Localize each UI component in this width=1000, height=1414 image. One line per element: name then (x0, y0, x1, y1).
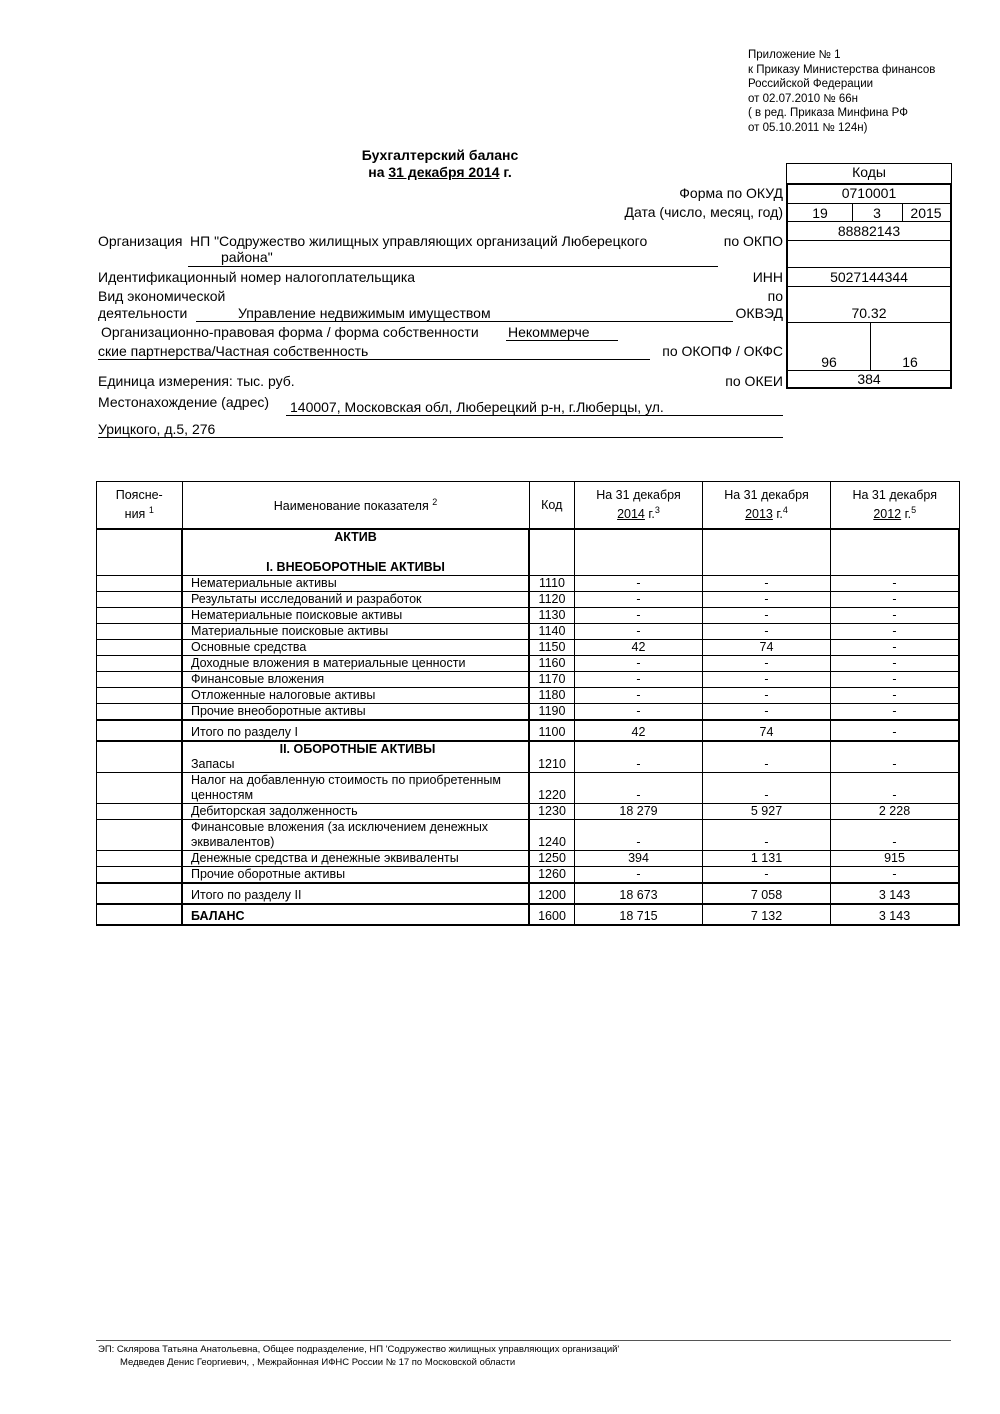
row-explanation (97, 576, 183, 592)
header-indicator-name (182, 482, 529, 530)
row-value-2014: - (575, 867, 703, 884)
row-indicator-name: Итого по разделу II (182, 883, 529, 904)
row-value-2012: - (831, 656, 960, 672)
footer-line-1: ЭП: Склярова Татьяна Анатольевна, Общее подразделение, НП 'Содружество жилищных управляющих организаций' (98, 1344, 620, 1355)
okpo-value: 88882143 (837, 223, 901, 239)
row-explanation (97, 624, 183, 640)
row-code: 1230 (529, 804, 575, 820)
okved-value: 70.32 (851, 305, 887, 321)
appendix-line: ( в ред. Приказа Минфина РФ (748, 107, 908, 119)
header-expl-line-2: ния (124, 507, 146, 522)
table-row (97, 867, 960, 884)
address-line-2: Урицкого, д.5, 276 (98, 421, 216, 437)
row-value-2014: - (575, 576, 703, 592)
row-code: 1120 (529, 592, 575, 608)
row-code: 1190 (529, 704, 575, 721)
row-value-2012: - (831, 608, 960, 624)
okopf-value: 96 (821, 354, 837, 370)
row-value-2013: 1 131 (703, 851, 831, 867)
table-row (97, 688, 960, 704)
codes-box (786, 163, 952, 389)
row-indicator-name: Результаты исследований и разработок (182, 592, 529, 608)
table-row (97, 883, 960, 904)
row-value-2012: - (831, 640, 960, 656)
row-value-2013: - (703, 773, 831, 804)
table-row (97, 656, 960, 672)
okved-label-1: по (767, 288, 783, 304)
table-row (97, 672, 960, 688)
header-col2-year: 2013 (745, 507, 773, 522)
okud-value: 0710001 (841, 185, 897, 201)
activity-value: Управление недвижимым имуществом (238, 305, 491, 321)
row-explanation (97, 656, 183, 672)
row-indicator-name: Итого по разделу I (182, 720, 529, 741)
row-code: 1250 (529, 851, 575, 867)
org-name-line-1: НП "Содружество жилищных управляющих организаций Люберецкого (190, 233, 648, 249)
address-underline-1 (286, 415, 783, 416)
row-explanation (97, 592, 183, 608)
table-row (97, 820, 960, 851)
header-col3-text: На 31 декабря (852, 487, 937, 502)
header-col-2013 (703, 482, 831, 530)
row-value-2013: 7 058 (703, 883, 831, 904)
row-value-2013: - (703, 741, 831, 773)
table-row (97, 608, 960, 624)
date-label: Дата (число, месяц, год) (624, 204, 783, 220)
header-col2-text: На 31 декабря (724, 487, 809, 502)
row-value-2012: 2 228 (831, 804, 960, 820)
row-indicator-name (182, 741, 529, 773)
date-month: 3 (873, 205, 881, 221)
row-value-2012: 3 143 (831, 904, 960, 925)
row-value-2012: - (831, 773, 960, 804)
section-heading (182, 529, 529, 576)
activity-underline (196, 321, 733, 322)
row-value-2012: - (831, 720, 960, 741)
table-row (97, 592, 960, 608)
row-value-2012: - (831, 741, 960, 773)
section-heading-row (97, 529, 960, 576)
header-col3-sup: 5 (911, 504, 917, 515)
address-underline-2 (98, 437, 783, 438)
row-indicator-name: Основные средства (182, 640, 529, 656)
row-code: 1170 (529, 672, 575, 688)
activity-label-1: Вид экономической (98, 288, 226, 304)
header-name-sup: 2 (432, 497, 438, 508)
signature-footer (98, 1343, 619, 1369)
legal-form-underline-2 (98, 359, 650, 360)
footer-divider (96, 1340, 951, 1341)
appendix-note (748, 48, 935, 135)
row-value-2013: - (703, 656, 831, 672)
inn-value: 5027144344 (830, 269, 908, 285)
row-value-2012: - (831, 688, 960, 704)
okfs-value: 16 (902, 354, 918, 370)
section-1-title: I. ВНЕОБОРОТНЫЕ АКТИВЫ (266, 560, 445, 574)
okei-value: 384 (857, 371, 881, 387)
row-indicator-name: Прочие оборотные активы (182, 867, 529, 884)
row-value-2013: - (703, 592, 831, 608)
okud-label: Форма по ОКУД (679, 185, 783, 201)
row-value-2014: - (575, 688, 703, 704)
inn-label: Идентификационный номер налогоплательщика (98, 269, 416, 285)
row-indicator-name: Материальные поисковые активы (182, 624, 529, 640)
appendix-line: Российской Федерации (748, 78, 874, 90)
row-value-2012: - (831, 576, 960, 592)
row-code: 1160 (529, 656, 575, 672)
row-explanation (97, 820, 183, 851)
row-value-2013: 74 (703, 720, 831, 741)
date-day: 19 (812, 205, 828, 221)
row-value-2012: - (831, 592, 960, 608)
okei-label: по ОКЕИ (725, 373, 783, 389)
row-value-2012: - (831, 672, 960, 688)
footer-line-2: Медведев Денис Георгиевич, , Межрайонная ИФНС России № 17 по Московской области (120, 1357, 516, 1368)
row-value-2014: - (575, 704, 703, 721)
appendix-line: от 02.07.2010 № 66н (748, 92, 859, 105)
row-value-2013: - (703, 867, 831, 884)
address-line-1: 140007, Московская обл, Люберецкий р-н, г.Люберцы, ул. (290, 399, 664, 415)
row-explanation (97, 688, 183, 704)
row-value-2012: - (831, 624, 960, 640)
balance-table (96, 481, 960, 926)
row-value-2013: - (703, 820, 831, 851)
row-indicator-name: Налог на добавленную стоимость по приобретенным ценностям (182, 773, 529, 804)
org-name-line-2: района" (221, 249, 273, 265)
row-explanation (97, 883, 183, 904)
date-value: 31 декабря 2014 (388, 164, 500, 180)
legal-form-label: Организационно-правовая форма / форма собственности (101, 324, 479, 340)
row-value-2014: 42 (575, 640, 703, 656)
row-code: 1260 (529, 867, 575, 884)
row-code: 1200 (529, 883, 575, 904)
row-value-2014: 18 673 (575, 883, 703, 904)
inn-code-label: ИНН (752, 269, 783, 285)
row-explanation (97, 640, 183, 656)
date-prefix: на (368, 164, 385, 180)
row-indicator-name: Прочие внеоборотные активы (182, 704, 529, 721)
appendix-line: Приложение № 1 (748, 49, 841, 61)
row-code: 1130 (529, 608, 575, 624)
header-col3-year: 2012 (873, 507, 902, 522)
header-col1-year: 2014 (617, 507, 645, 522)
okved-label-2: ОКВЭД (735, 305, 783, 321)
header-col2-suffix: г. (776, 507, 783, 522)
row-indicator-name: Нематериальные поисковые активы (182, 608, 529, 624)
section-asset-title: АКТИВ (334, 530, 377, 544)
row-explanation (97, 672, 183, 688)
row-name-text: Запасы (191, 757, 235, 771)
table-row (97, 720, 960, 741)
row-indicator-name: Нематериальные активы (182, 576, 529, 592)
row-indicator-name: Дебиторская задолженность (182, 804, 529, 820)
header-expl-line-1: Поясне- (115, 487, 163, 502)
row-explanation (97, 720, 183, 741)
row-explanation (97, 704, 183, 721)
legal-form-underline-1 (506, 340, 618, 341)
row-explanation (97, 851, 183, 867)
row-value-2012: - (831, 820, 960, 851)
row-value-2013: - (703, 688, 831, 704)
table-row (97, 624, 960, 640)
header-col2-sup: 4 (782, 504, 788, 515)
row-value-2013: 5 927 (703, 804, 831, 820)
table-row (97, 741, 960, 773)
header-col3-suffix: г. (904, 507, 912, 522)
row-code: 1240 (529, 820, 575, 851)
appendix-line: к Приказу Министерства финансов (748, 63, 936, 76)
appendix-line: от 05.10.2011 № 124н) (748, 121, 868, 134)
row-value-2012: - (831, 867, 960, 884)
row-value-2013: - (703, 672, 831, 688)
row-value-2014: 394 (575, 851, 703, 867)
date-suffix: г. (503, 164, 512, 180)
row-value-2014: - (575, 624, 703, 640)
date-year: 2015 (910, 205, 942, 221)
okopf-label: по ОКОПФ / ОКФС (662, 343, 783, 359)
row-value-2013: 74 (703, 640, 831, 656)
row-code: 1220 (529, 773, 575, 804)
row-value-2014: - (575, 656, 703, 672)
row-code: 1180 (529, 688, 575, 704)
row-value-2013: 7 132 (703, 904, 831, 925)
row-indicator-name: Денежные средства и денежные эквиваленты (182, 851, 529, 867)
row-value-2014: - (575, 672, 703, 688)
row-code: 1150 (529, 640, 575, 656)
row-value-2013: - (703, 576, 831, 592)
table-row (97, 773, 960, 804)
row-code: 1140 (529, 624, 575, 640)
row-value-2013: - (703, 608, 831, 624)
document-title: Бухгалтерский баланс (361, 147, 519, 163)
row-value-2014: 42 (575, 720, 703, 741)
okpo-label: по ОКПО (723, 233, 783, 249)
header-col1-suffix: г. (648, 507, 655, 522)
row-indicator-name: Финансовые вложения (182, 672, 529, 688)
header-col-2014 (575, 482, 703, 530)
row-code: 1600 (529, 904, 575, 925)
row-value-2013: - (703, 704, 831, 721)
header-col-2012 (831, 482, 960, 530)
header-code: Код (529, 482, 575, 530)
header-name-text: Наименование показателя (273, 499, 429, 514)
row-code: 1100 (529, 720, 575, 741)
table-row (97, 904, 960, 925)
header-expl-sup: 1 (148, 504, 154, 515)
unit-label: Единица измерения: тыс. руб. (98, 373, 295, 389)
codes-heading: Коды (852, 164, 886, 180)
row-value-2012: 915 (831, 851, 960, 867)
row-explanation (97, 904, 183, 925)
row-explanation (97, 867, 183, 884)
org-label: Организация (98, 233, 183, 249)
activity-label-2: деятельности (98, 305, 188, 321)
legal-form-value-2: ские партнерства/Частная собственность (98, 343, 369, 359)
document-date (300, 164, 580, 180)
row-value-2014: 18 279 (575, 804, 703, 820)
section-2-title: II. ОБОРОТНЫЕ АКТИВЫ (279, 742, 436, 756)
row-value-2014: - (575, 820, 703, 851)
row-value-2013: - (703, 624, 831, 640)
row-explanation (97, 741, 183, 773)
table-row (97, 640, 960, 656)
row-value-2014: - (575, 741, 703, 773)
org-underline (188, 266, 718, 267)
row-explanation (97, 608, 183, 624)
header-col1-sup: 3 (654, 504, 660, 515)
address-label: Местонахождение (адрес) (98, 394, 270, 410)
header-explanations (97, 482, 183, 530)
row-explanation (97, 773, 183, 804)
row-code: 1210 (529, 741, 575, 773)
section-1-rows (97, 576, 960, 926)
table-row (97, 851, 960, 867)
row-indicator-name: Финансовые вложения (за исключением денежных эквивалентов) (182, 820, 529, 851)
row-value-2014: - (575, 773, 703, 804)
row-indicator-name: Доходные вложения в материальные ценности (182, 656, 529, 672)
table-header-row (97, 482, 960, 530)
table-row (97, 576, 960, 592)
row-value-2012: - (831, 704, 960, 721)
row-explanation (97, 804, 183, 820)
row-value-2014: - (575, 592, 703, 608)
table-row (97, 704, 960, 721)
row-indicator-name: Отложенные налоговые активы (182, 688, 529, 704)
legal-form-value-1: Некоммерче (508, 324, 590, 340)
header-col1-text: На 31 декабря (596, 487, 681, 502)
row-value-2014: - (575, 608, 703, 624)
table-row (97, 804, 960, 820)
row-value-2012: 3 143 (831, 883, 960, 904)
row-code: 1110 (529, 576, 575, 592)
row-value-2014: 18 715 (575, 904, 703, 925)
row-indicator-name: БАЛАНС (182, 904, 529, 925)
